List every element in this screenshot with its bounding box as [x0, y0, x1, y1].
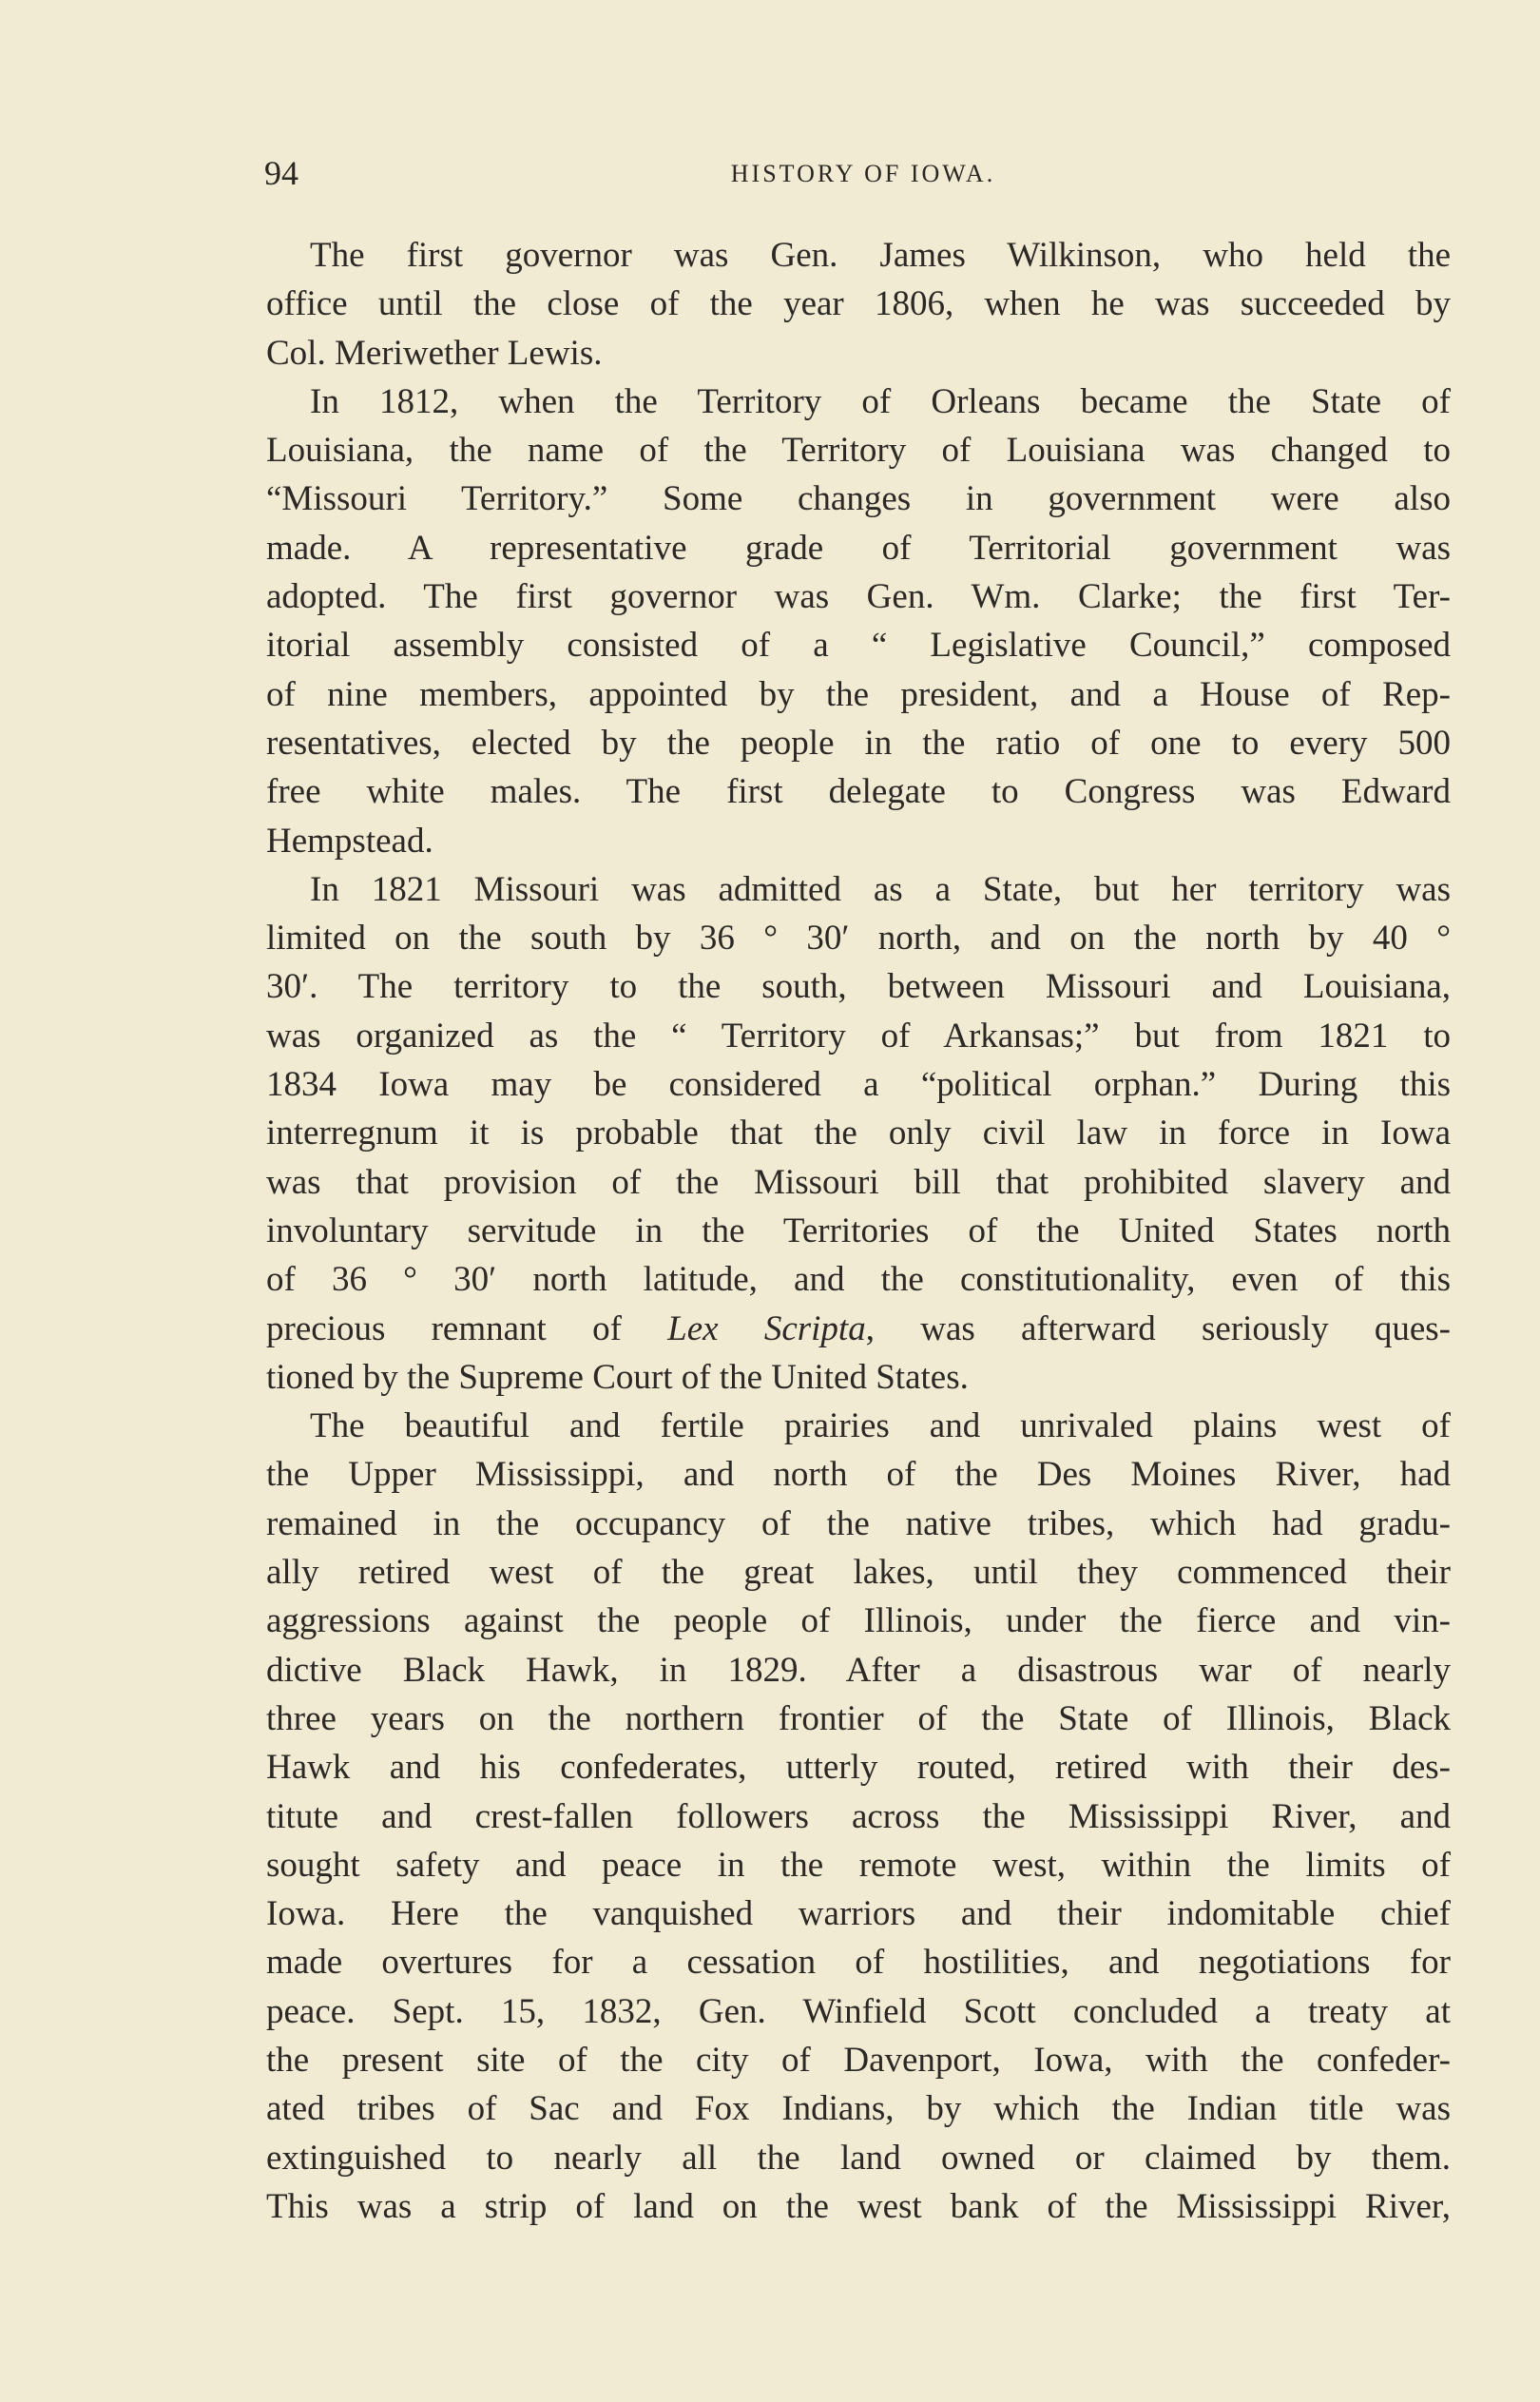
text-line: tioned by the Supreme Court of the United States. — [266, 1357, 969, 1397]
page-header — [264, 154, 1462, 202]
paragraph — [266, 1402, 1451, 2231]
text-line: was organized as the “ Territory of Arkansas;” but from 1821 to — [266, 1016, 1451, 1056]
text-line: 1834 Iowa may be considered a “political orphan.” During this — [266, 1065, 1451, 1105]
text-line: Louisiana, the name of the Territory of Louisiana was changed to — [266, 431, 1451, 471]
text-line: The first governor was Gen. James Wilkinson, who held the — [310, 236, 1451, 275]
text-line: remained in the occupancy of the native tribes, which had gradu- — [266, 1503, 1451, 1543]
text-line: Iowa. Here the vanquished warriors and their indomitable chief — [266, 1894, 1451, 1934]
page-number: 94 — [264, 154, 298, 192]
text-line: This was a strip of land on the west bank of the Mississippi River, — [266, 2186, 1451, 2226]
text-line: involuntary servitude in the Territories of the United States north — [266, 1211, 1451, 1250]
text-line: In 1812, when the Territory of Orleans became the State of — [310, 381, 1451, 421]
text-line: The beautiful and fertile prairies and unrivaled plains west of — [310, 1406, 1451, 1446]
text-line: peace. Sept. 15, 1832, Gen. Winfield Scott concluded a treaty at — [266, 1991, 1451, 2031]
text-line: was that provision of the Missouri bill that prohibited slavery and — [266, 1162, 1451, 1202]
body-text — [266, 231, 1451, 2231]
text-line: interregnum it is probable that the only civil law in force in Iowa — [266, 1114, 1451, 1153]
text-line: the Upper Mississippi, and north of the Des Moines River, had — [266, 1455, 1451, 1495]
text-line: In 1821 Missouri was admitted as a State, but her territory was — [310, 869, 1451, 909]
text-line: 30′. The territory to the south, between Missouri and Louisiana, — [266, 967, 1451, 1007]
paragraph — [266, 865, 1451, 1402]
paragraph — [266, 378, 1451, 865]
text-line: the present site of the city of Davenport, Iowa, with the confeder- — [266, 2040, 1451, 2080]
text-line: adopted. The first governor was Gen. Wm. Clarke; the first Ter- — [266, 577, 1451, 617]
text-line: made. A representative grade of Territorial government was — [266, 528, 1451, 568]
text-line: precious remnant of Lex Scripta, was afterward seriously ques- — [266, 1308, 1451, 1348]
text-line: Hempstead. — [266, 821, 433, 861]
text-line: extinguished to nearly all the land owned or claimed by them. — [266, 2138, 1451, 2178]
text-line: dictive Black Hawk, in 1829. After a disastrous war of nearly — [266, 1650, 1451, 1690]
text-line: limited on the south by 36 ° 30′ north, and on the north by 40 ° — [266, 919, 1451, 959]
running-head: HISTORY OF IOWA. — [730, 160, 996, 187]
text-line: of nine members, appointed by the president, and a House of Rep- — [266, 674, 1451, 714]
text-line: sought safety and peace in the remote west, within the limits of — [266, 1845, 1451, 1885]
text-line: ally retired west of the great lakes, until they commenced their — [266, 1553, 1451, 1593]
text-line: free white males. The first delegate to Congress was Edward — [266, 772, 1451, 812]
text-line: three years on the northern frontier of the State of Illinois, Black — [266, 1698, 1451, 1738]
paragraph — [266, 231, 1451, 378]
text-line: made overtures for a cessation of hostilities, and negotiations for — [266, 1943, 1451, 1983]
text-line: Hawk and his confederates, utterly routed, retired with their des- — [266, 1748, 1451, 1788]
text-line: resentatives, elected by the people in the ratio of one to every 500 — [266, 723, 1451, 763]
text-line: “Missouri Territory.” Some changes in government were also — [266, 479, 1451, 519]
text-line: ated tribes of Sac and Fox Indians, by which the Indian title was — [266, 2089, 1451, 2129]
text-line: Col. Meriwether Lewis. — [266, 333, 603, 373]
text-line: itorial assembly consisted of a “ Legislative Council,” composed — [266, 626, 1451, 666]
text-line: of 36 ° 30′ north latitude, and the constitutionality, even of this — [266, 1260, 1451, 1300]
text-line: office until the close of the year 1806, when he was succeeded by — [266, 284, 1451, 324]
text-line: titute and crest-fallen followers across the Mississippi River, and — [266, 1796, 1451, 1836]
text-line: aggressions against the people of Illinois, under the fierce and vin- — [266, 1601, 1451, 1641]
